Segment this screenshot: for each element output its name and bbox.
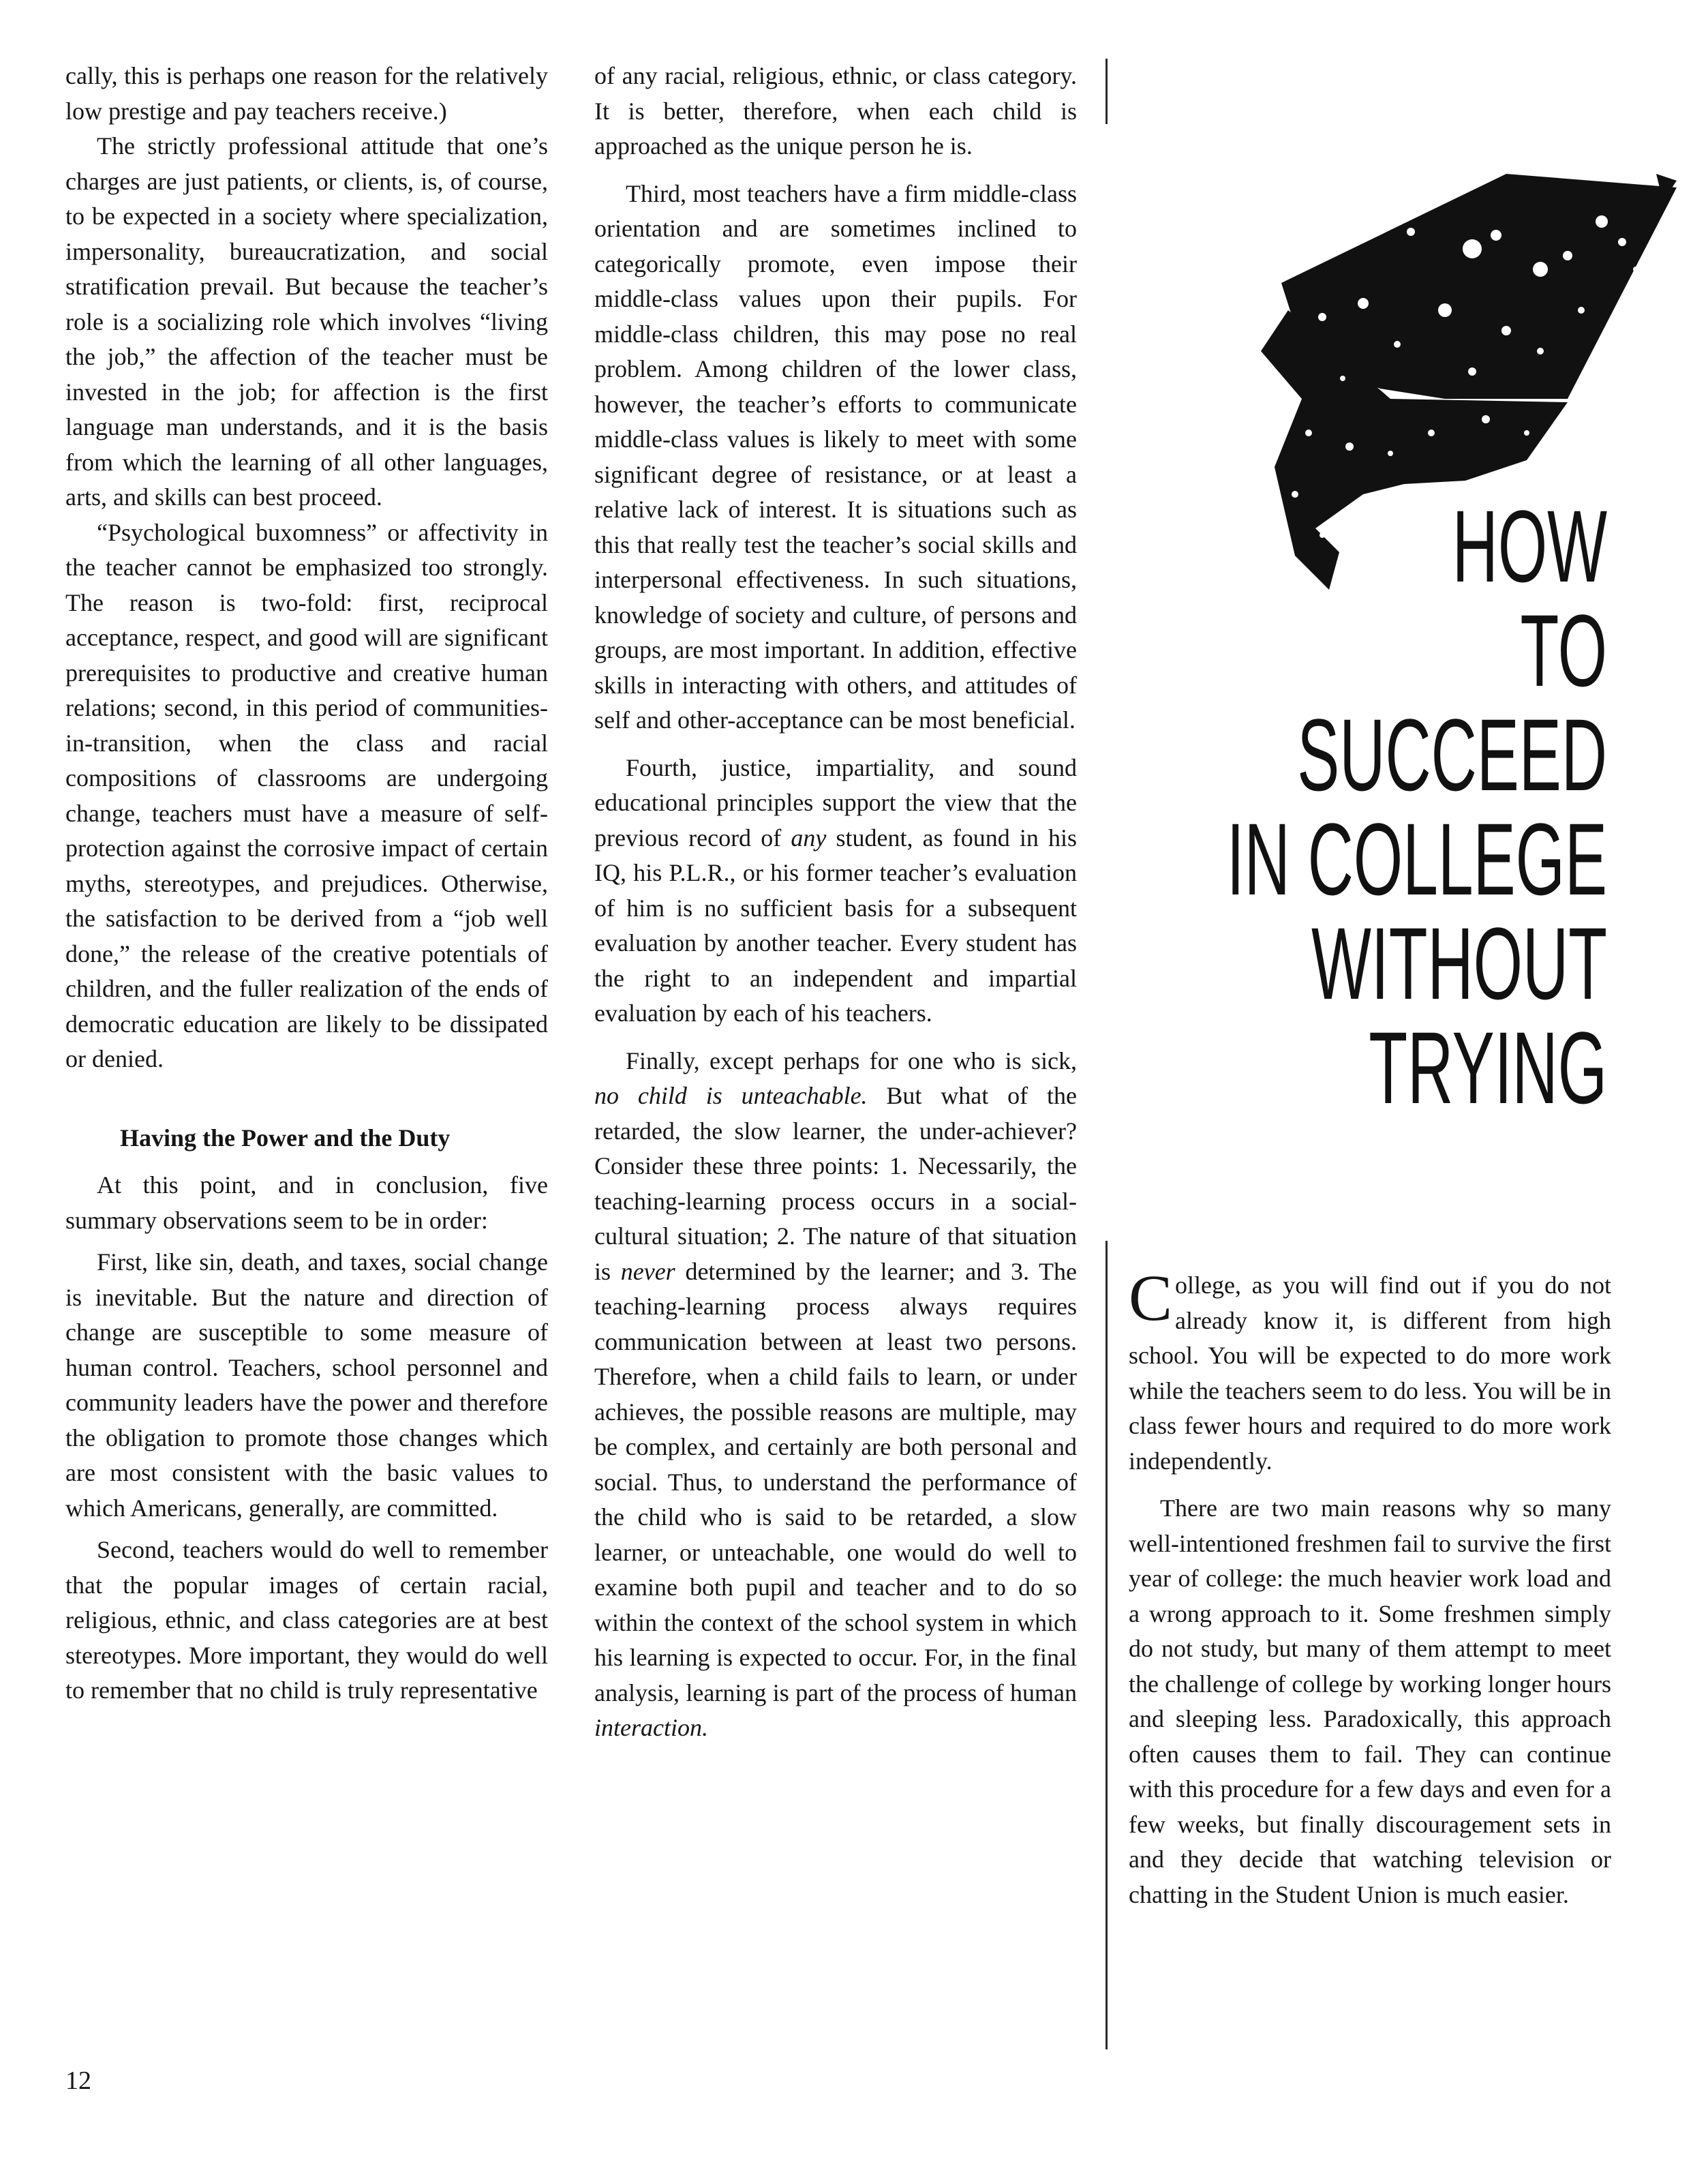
- article-headline: [1087, 489, 1607, 1125]
- paragraph: cally, this is perhaps one reason for the relatively low prestige and pay teachers receive.): [65, 62, 548, 125]
- paragraph: At this point, and in conclusion, five summary observations seem to be in order:: [65, 1171, 548, 1234]
- paragraph: Third, most teachers have a firm middle-class orientation and are sometimes inclined to categorically promote, even impose their middle-class values upon their pupils. For middle-class children, this may pose no real problem. Among children of the lower class, however, the teacher’s efforts to communicate middle-class values is likely to meet with some significant degree of resistance, or at least a relative lack of interest. It is situations such as this that really test the teacher’s social skills and interpersonal effectiveness. In such situations, knowledge of society and culture, of persons and groups, are most important. In addition, effective skills in interacting with others, and attitudes of self and other-acceptance can be most beneficial.: [594, 179, 1077, 734]
- paragraph: There are two main reasons why so many well-intentioned freshmen fail to survive the first year of college: the much heavier work load and a wrong approach to it. Some freshmen simply do not study, but many of them attempt to meet the challenge of college by working longer hours and sleeping less. Paradoxically, this approach often causes them to fail. They can continue with this procedure for a few days and even for a few weeks, but finally discouragement sets in and they decide that watching television or chatting in the Student Union is much easier.: [1129, 1494, 1611, 1908]
- page-number: 12: [65, 2066, 91, 2095]
- article-column-middle: [594, 59, 1077, 1746]
- paragraph: Finally, except perhaps for one who is sick, no child is unteachable. But what of the retarded, the slow learner, the under-achiever? Consider these three points: 1. Necessarily, the teaching-learning process occurs in a social-cultural situation; 2. The nature of that situation is never determined by the learner; and 3. The teaching-learning process always requires communication between at least two persons. Therefore, when a child fails to learn, or under achieves, the possible reasons are multiple, may be complex, and certainly are both personal and social. Thus, to understand the performance of the child who is said to be retarded, a slow learner, or unteachable, one would do well to examine both pupil and teacher and to do so within the context of the school system in which his learning is expected to occur. For, in the final analysis, learning is part of the process of human interaction.: [594, 1047, 1077, 1741]
- headline-line: IN COLLEGE: [1226, 802, 1607, 916]
- headline-line: HOW: [1452, 489, 1607, 603]
- paragraph: Second, teachers would do well to remember that the popular images of certain racial, religious, ethnic, and class categories are at best stereotypes. More important, they would do well to remember that no child is truly representative: [65, 1536, 548, 1704]
- column-divider: [1105, 1241, 1108, 2049]
- paragraph: of any racial, religious, ethnic, or class category. It is better, therefore, when each child is approached as the unique person he is.: [594, 62, 1077, 160]
- headline-line: SUCCEED: [1297, 697, 1607, 812]
- article-column-right: [1129, 1261, 1611, 1912]
- paragraph: College, as you will find out if you do not already know it, is different from high school. You will be expected to do more work while the teachers seem to do less. You will be in class fewer hours and required to do more work independently.: [1129, 1261, 1611, 1475]
- paragraph: “Psychological buxomness” or affectivity in the teacher cannot be emphasized too strongly. The reason is two-fold: first, reciprocal acceptance, respect, and good will are significant prerequisites to productive and creative human relations; second, in this period of communities-in-transition, when the class and racial compositions of classrooms are undergoing change, teachers must have a measure of self-protection against the corrosive impact of certain myths, stereotypes, and prejudices. Otherwise, the satisfaction to be derived from a “job well done,” the release of the creative potentials of children, and the fuller realization of the ends of democratic education are likely to be dissipated or denied.: [65, 518, 548, 1072]
- headline-line: WITHOUT: [1311, 906, 1607, 1021]
- column-divider: [1105, 59, 1108, 124]
- article-column-left: [65, 59, 548, 1708]
- paragraph: Fourth, justice, impartiality, and sound educational principles support the view that the previous record of any student, as found in his IQ, his P.L.R., or his former teacher’s evaluation of him is no sufficient basis for a subsequent evaluation by another teacher. Every student has the right to an independent and impartial evaluation by each of his teachers.: [594, 753, 1077, 1027]
- headline-line: TRYING: [1369, 1010, 1607, 1125]
- section-subheading: Having the Power and the Duty: [120, 1124, 451, 1151]
- paragraph: First, like sin, death, and taxes, social change is inevitable. But the nature and direction of change are susceptible to some measure of human control. Teachers, school personnel and community leaders have the power and therefore the obligation to promote those changes which are most consistent with the basic values to which Americans, generally, are committed.: [65, 1248, 548, 1522]
- drop-cap: C: [1129, 1261, 1173, 1334]
- paragraph: The strictly professional attitude that one’s charges are just patients, or clients, is, of course, to be expected in a society where specialization, impersonality, bureaucratization, and social stratification prevail. But because the teacher’s role is a socializing role which involves “living the job,” the affection of the teacher must be invested in the job; for affection is the first language man understands, and it is the basis from which the learning of all other languages, arts, and skills can best proceed.: [65, 132, 548, 511]
- headline-line: TO: [1520, 593, 1607, 708]
